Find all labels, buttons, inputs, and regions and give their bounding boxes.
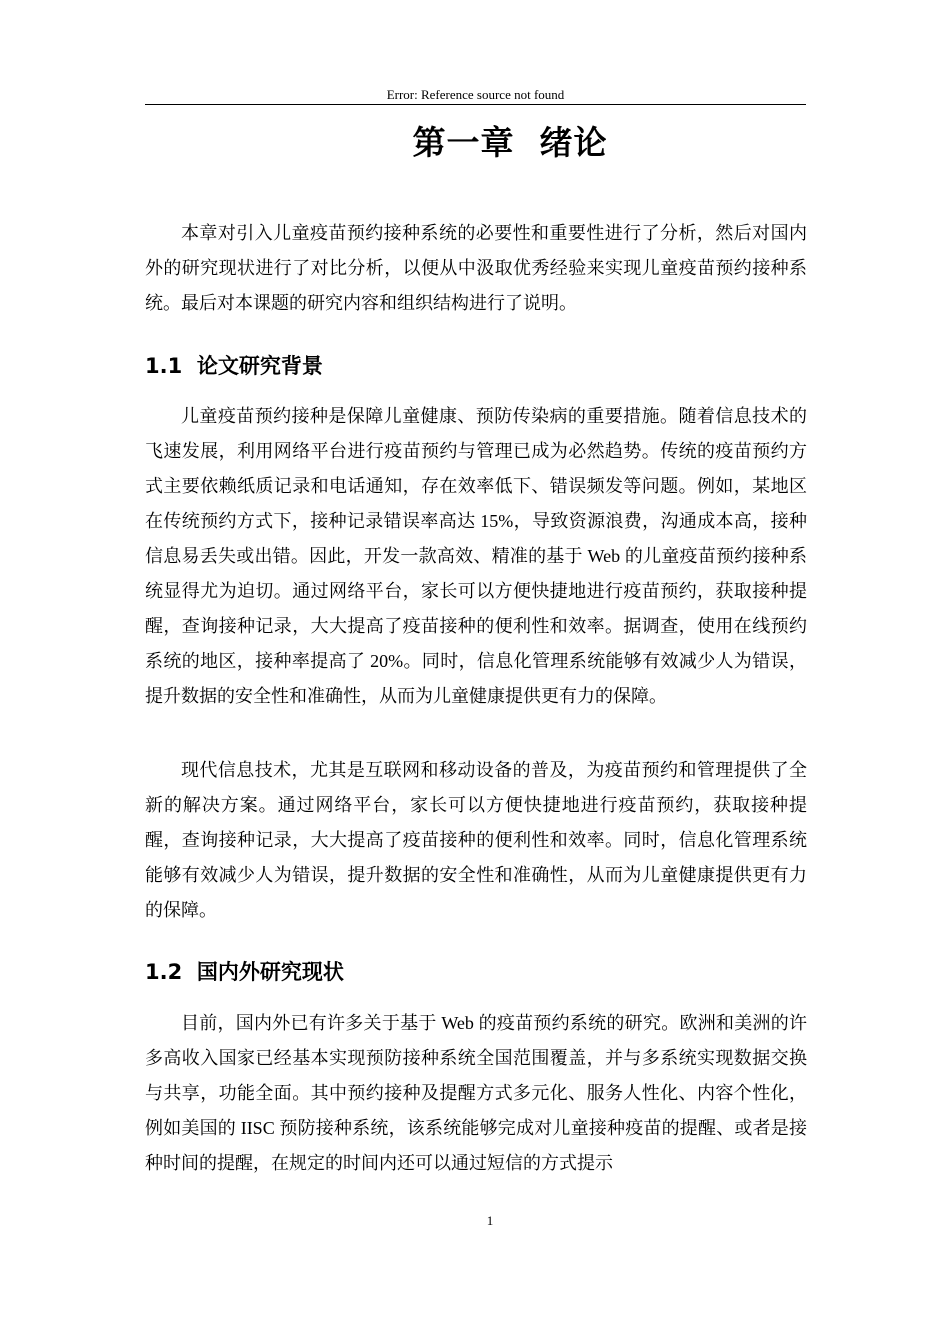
chapter-title: 第一章 绪论 <box>412 123 608 162</box>
section-1-1-paragraph-2: 现代信息技术，尤其是互联网和移动设备的普及，为疫苗预约和管理提供了全新的解决方案。通过网络平台，家长可以方便快捷地进行疫苗预约，获取接种提醒，查询接种记录，大大提高了疫苗接种的便利性和效率。同时，信息化管理系统能够有效减少人为错误，提升数据的安全性和准确性，从而为儿童健康提供更有力的保障。 <box>145 760 807 920</box>
page-number: 1 <box>486 1213 494 1228</box>
section-heading-1-2: 1.2 国内外研究现状 <box>145 960 344 984</box>
intro-paragraph: 本章对引入儿童疫苗预约接种系统的必要性和重要性进行了分析，然后对国内外的研究现状进行了对比分析，以便从中汲取优秀经验来实现儿童疫苗预约接种系统。最后对本课题的研究内容和组织结构进行了说明。 <box>145 223 807 313</box>
section-1-2-paragraph-1: 目前，国内外已有许多关于基于 Web 的疫苗预约系统的研究。欧洲和美洲的许多高收入国家已经基本实现预防接种系统全国范围覆盖，并与多系统实现数据交换与共享，功能全面。其中预约接种及提醒方式多元化、服务人性化、内容个性化，例如美国的 IISC 预防接种系统，该系统能够完成对儿童接种疫苗的提醒、或者是接种时间的提醒，在规定的时间内还可以通过短信的方式提示 <box>145 1013 807 1173</box>
running-header: Error: Reference source not found <box>386 87 565 102</box>
section-1-1-paragraph-1: 儿童疫苗预约接种是保障儿童健康、预防传染病的重要措施。随着信息技术的飞速发展，利用网络平台进行疫苗预约与管理已成为必然趋势。传统的疫苗预约方式主要依赖纸质记录和电话通知，存在效率低下、错误频发等问题。例如，某地区在传统预约方式下，接种记录错误率高达 15%，导致资源浪费，沟通成本高，接种信息易丢失或出错。因此，开发一款高效、精准的基于 Web 的儿童疫苗预约接种系统显得尤为迫切。通过网络平台，家长可以方便快捷地进行疫苗预约，获取接种提醒，查询接种记录，大大提高了疫苗接种的便利性和效率。据调查，使用在线预约系统的地区，接种率提高了 20%。同时，信息化管理系统能够有效减少人为错误，提升数据的安全性和准确性，从而为儿童健康提供更有力的保障。 <box>145 406 807 706</box>
section-heading-1-1: 1.1 论文研究背景 <box>145 354 323 378</box>
header-divider <box>145 104 806 105</box>
